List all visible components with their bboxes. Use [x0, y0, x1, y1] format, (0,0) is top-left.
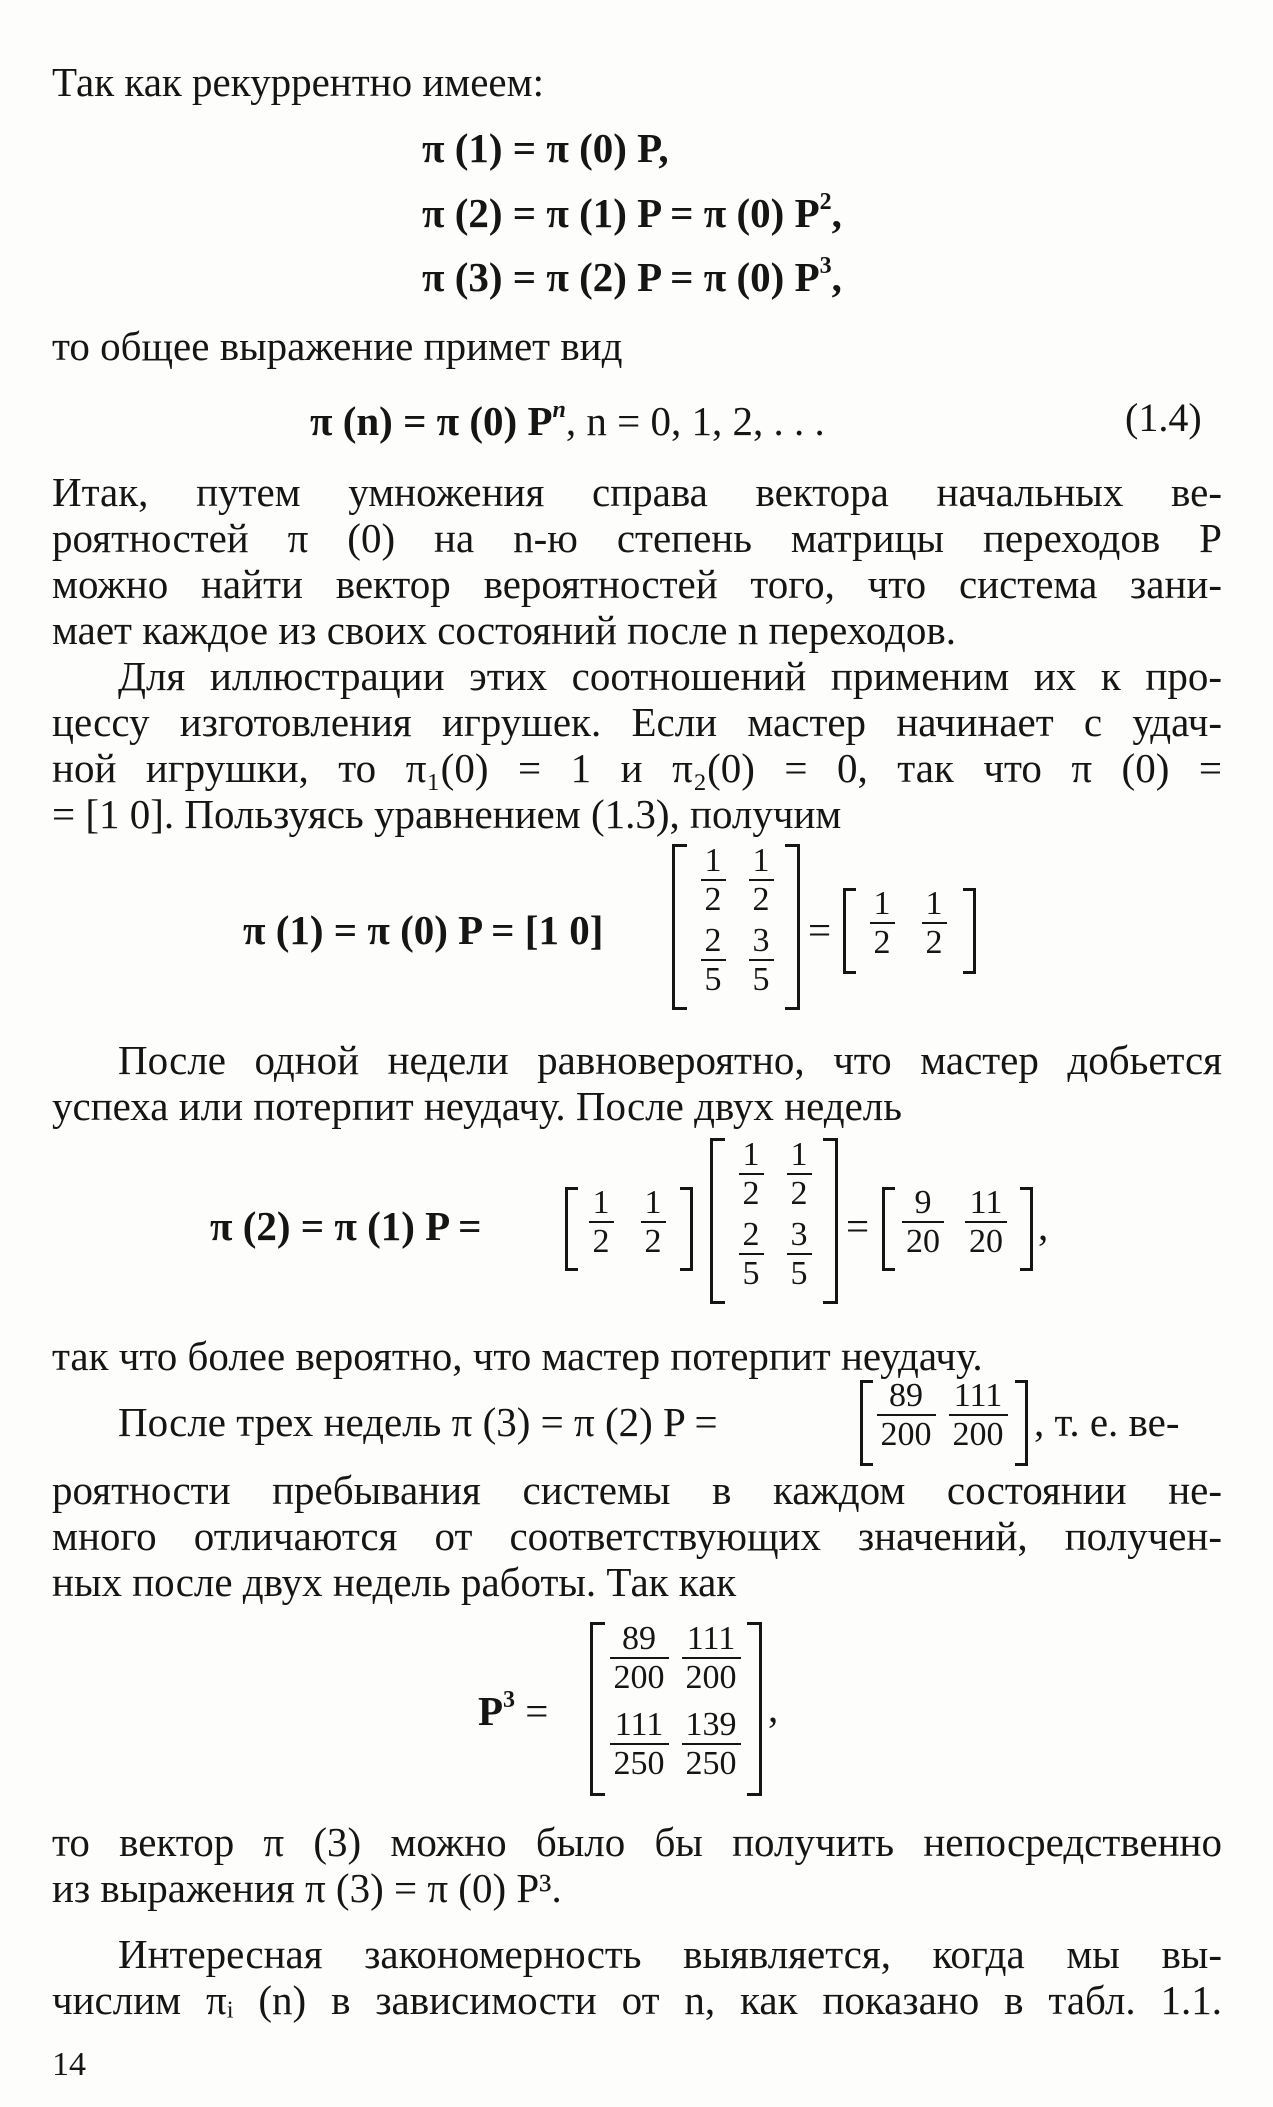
- vector-cell: $\frac{89}{200}$: [870, 1377, 942, 1454]
- paragraph-line: Интересная закономерность выявляется, когда мы вы-: [118, 1931, 1222, 1977]
- equation-pi3: π (3) = π (2) P = π (0) $P^3$,: [422, 253, 842, 300]
- paragraph-line: из выражения π (3) = π (0) P³.: [52, 1865, 562, 1911]
- matrix-cell: $\frac{3}{5}$: [774, 1216, 824, 1293]
- paragraph-line: роятности пребывания системы в каждом состоянии не-: [52, 1467, 1222, 1513]
- matrix-cell: $\frac{3}{5}$: [736, 922, 786, 999]
- equals-sign: =: [846, 1203, 870, 1249]
- paragraph-line: мает каждое из своих состояний после n переходов.: [52, 607, 957, 653]
- paragraph-line: ных после двух недель работы. Так как: [52, 1559, 737, 1605]
- matrix-cell: $\frac{139}{250}$: [675, 1706, 747, 1783]
- paragraph-line: После одной недели равновероятно, что мастер добьется: [118, 1037, 1222, 1083]
- comma: ,: [1038, 1203, 1049, 1249]
- paragraph-line: успеха или потерпит неудачу. После двух недель: [52, 1083, 902, 1129]
- paragraph-line: , т. е. ве-: [1034, 1399, 1180, 1445]
- matrix-cell: $\frac{111}{250}$: [603, 1706, 675, 1783]
- vector-bracket-right: [963, 888, 976, 974]
- vector-cell: $\frac{1}{2}$: [575, 1184, 627, 1261]
- paragraph-line: много отличаются от соответствующих значений, получен-: [52, 1513, 1222, 1559]
- vector-cell: $\frac{1}{2}$: [856, 885, 908, 962]
- equation-pi2: π (2) = π (1) P = π (0) $P^2$,: [422, 189, 842, 236]
- paragraph-line: Для иллюстрации этих соотношений применим их к про-: [118, 653, 1222, 699]
- equation-pi2-lhs: π (2) = π (1) P =: [210, 1203, 482, 1249]
- equation-number: (1.4): [1125, 395, 1202, 440]
- equation-pi1-lhs: π (1) = π (0) P = [1 0]: [243, 907, 604, 953]
- paragraph-line: так что более вероятно, что мастер потерпит неудачу.: [52, 1333, 983, 1379]
- paragraph-line: цессу изготовления игрушек. Если мастер начинает с удач-: [52, 699, 1222, 745]
- matrix-cell: $\frac{111}{200}$: [675, 1620, 747, 1697]
- vector-bracket-right: [680, 1187, 693, 1271]
- matrix-bracket-left: [710, 1138, 725, 1304]
- matrix-cell: $\frac{2}{5}$: [688, 922, 738, 999]
- matrix-cell: $\frac{1}{2}$: [736, 842, 786, 919]
- matrix-cell: $\frac{89}{200}$: [603, 1620, 675, 1697]
- paragraph-intro: Так как рекуррентно имеем:: [52, 59, 544, 105]
- vector-bracket-right: [1015, 1380, 1028, 1466]
- matrix-bracket-left: [672, 844, 687, 1010]
- comma: ,: [768, 1685, 779, 1731]
- paragraph-line: ной игрушки, то π₁(0) = 1 и π₂(0) = 0, так что π (0) =: [52, 745, 1222, 791]
- matrix-bracket-right: [823, 1138, 838, 1304]
- equation-1-4: π (n) = π (0) $P^n$, n = 0, 1, 2, . . .: [310, 397, 825, 444]
- matrix-bracket-right: [785, 844, 800, 1010]
- paragraph-line: После трех недель π (3) = π (2) P =: [118, 1399, 718, 1445]
- paragraph-line: числим πᵢ (n) в зависимости от n, как показано в табл. 1.1.: [52, 1977, 1222, 2023]
- vector-cell: $\frac{111}{200}$: [942, 1377, 1014, 1454]
- matrix-cell: $\frac{1}{2}$: [774, 1136, 824, 1213]
- vector-cell: $\frac{1}{2}$: [627, 1184, 679, 1261]
- matrix-cell: $\frac{1}{2}$: [726, 1136, 776, 1213]
- matrix-cell: $\frac{1}{2}$: [688, 842, 738, 919]
- paragraph-line: = [1 0]. Пользуясь уравнением (1.3), получим: [52, 791, 842, 837]
- paragraph-line: можно найти вектор вероятностей того, что система зани-: [52, 561, 1222, 607]
- equation-pi1: π (1) = π (0) P,: [422, 125, 669, 171]
- matrix-bracket-right: [747, 1622, 762, 1796]
- vector-cell: $\frac{11}{20}$: [954, 1184, 1018, 1261]
- matrix-cell: $\frac{2}{5}$: [726, 1216, 776, 1293]
- vector-bracket-right: [1020, 1187, 1033, 1271]
- equals-sign: =: [808, 907, 832, 953]
- vector-bracket-left: [843, 888, 856, 974]
- equation-p3-lhs: $P^3$ =: [478, 1687, 549, 1734]
- paragraph-line: Итак, путем умножения справа вектора начальных ве-: [52, 469, 1222, 515]
- paragraph-line: роятностей π (0) на n-ю степень матрицы переходов P: [52, 515, 1222, 561]
- page-number: 14: [52, 2046, 86, 2083]
- paragraph-line: то вектор π (3) можно было бы получить непосредственно: [52, 1819, 1222, 1865]
- vector-cell: $\frac{9}{20}$: [892, 1184, 954, 1261]
- vector-cell: $\frac{1}{2}$: [908, 885, 960, 962]
- paragraph-general-form: то общее выражение примет вид: [52, 323, 623, 369]
